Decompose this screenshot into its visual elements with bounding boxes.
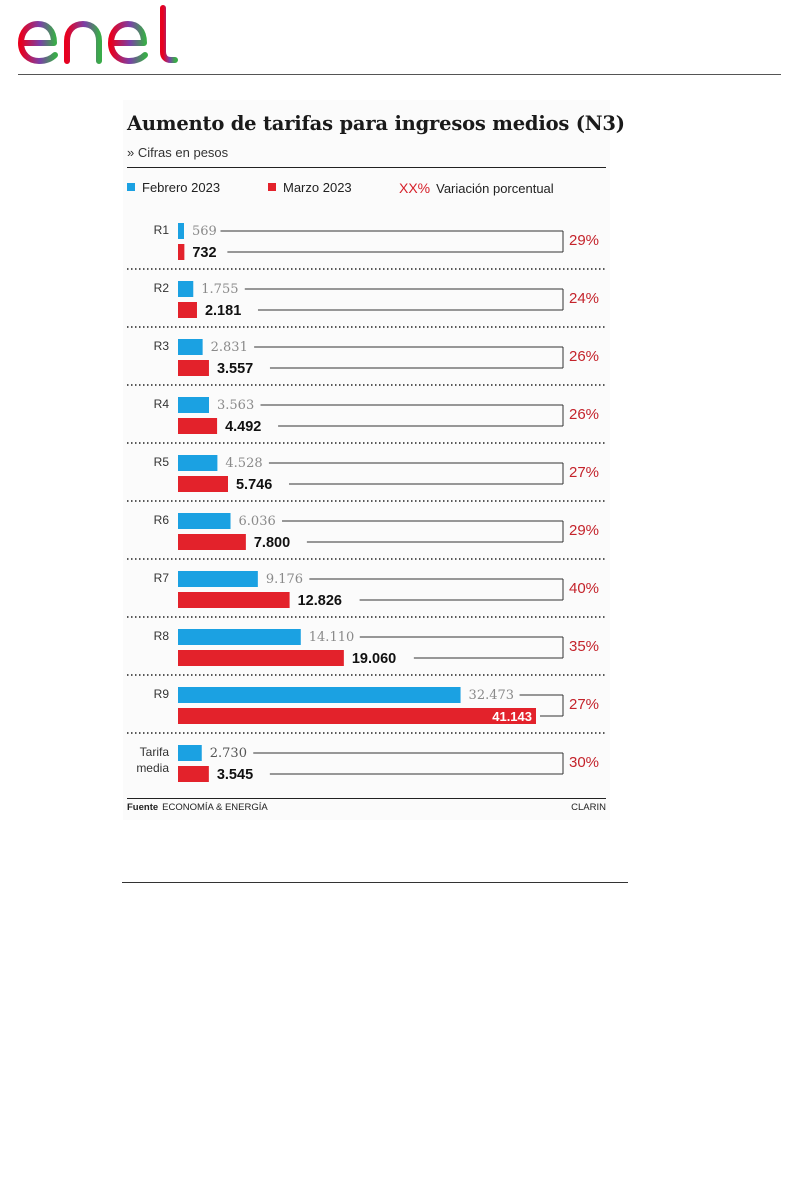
value-label-marzo: 41.143 bbox=[492, 709, 532, 724]
value-label-marzo: 3.545 bbox=[216, 767, 254, 783]
category-label: R2 bbox=[153, 281, 169, 295]
legend-xx-marker: XX% bbox=[399, 180, 431, 196]
value-label-febrero: 3.563 bbox=[217, 398, 255, 413]
source-text: ECONOMÍA & ENERGÍA bbox=[162, 802, 268, 813]
value-label-febrero: 14.110 bbox=[308, 630, 355, 645]
source-label: Fuente bbox=[127, 802, 159, 813]
credit: CLARIN bbox=[571, 802, 606, 813]
variation-label: 30% bbox=[569, 754, 600, 771]
category-label: Tarifa bbox=[139, 745, 169, 759]
enel-logo bbox=[17, 3, 182, 69]
variation-label: 40% bbox=[569, 580, 600, 597]
value-label-marzo: 4.492 bbox=[225, 419, 262, 435]
bar-marzo bbox=[178, 244, 184, 260]
value-label-febrero: 1.755 bbox=[201, 282, 239, 297]
bar-febrero bbox=[178, 571, 258, 587]
bar-marzo bbox=[178, 476, 228, 492]
variation-label: 26% bbox=[569, 406, 600, 423]
category-label: R8 bbox=[153, 629, 169, 643]
value-label-febrero: 2.831 bbox=[210, 340, 248, 355]
bar-febrero bbox=[178, 339, 203, 355]
bar-febrero bbox=[178, 629, 301, 645]
variation-label: 24% bbox=[569, 290, 600, 307]
variation-label: 29% bbox=[569, 232, 600, 249]
category-label: media bbox=[136, 761, 169, 775]
value-label-febrero: 4.528 bbox=[225, 456, 263, 471]
legend-variation-label: Variación porcentual bbox=[436, 181, 554, 196]
bar-marzo bbox=[178, 360, 209, 376]
bar-febrero bbox=[178, 513, 231, 529]
value-label-marzo: 19.060 bbox=[351, 651, 397, 667]
value-label-febrero: 9.176 bbox=[265, 572, 304, 587]
variation-label: 27% bbox=[569, 464, 600, 481]
bar-marzo bbox=[178, 534, 246, 550]
value-label-marzo: 5.746 bbox=[235, 477, 273, 493]
bar-marzo bbox=[178, 302, 197, 318]
bar-marzo bbox=[178, 766, 209, 782]
bar-febrero bbox=[178, 397, 209, 413]
category-label: R7 bbox=[153, 571, 169, 585]
value-label-febrero: 32.473 bbox=[468, 688, 515, 703]
category-label: R6 bbox=[153, 513, 169, 527]
bar-febrero bbox=[178, 223, 184, 239]
value-label-febrero: 2.730 bbox=[209, 746, 247, 761]
chart-title: Aumento de tarifas para ingresos medios (N3) bbox=[127, 112, 625, 135]
bar-marzo bbox=[178, 708, 536, 724]
source-note bbox=[127, 802, 268, 813]
value-label-marzo: 7.800 bbox=[253, 535, 291, 551]
infographic bbox=[123, 100, 625, 820]
value-label-febrero: 569 bbox=[192, 224, 217, 239]
value-label-marzo: 732 bbox=[192, 245, 217, 261]
bar-febrero bbox=[178, 281, 193, 297]
legend-mar-label: Marzo 2023 bbox=[283, 180, 352, 195]
bar-marzo bbox=[178, 418, 217, 434]
header-divider bbox=[18, 74, 781, 75]
bar-marzo bbox=[178, 592, 290, 608]
category-label: R4 bbox=[153, 397, 169, 411]
footer-divider bbox=[127, 798, 606, 799]
category-label: R5 bbox=[153, 455, 169, 469]
value-label-marzo: 2.181 bbox=[204, 303, 242, 319]
bar-febrero bbox=[178, 455, 217, 471]
bar-marzo bbox=[178, 650, 344, 666]
chart-subtitle: » Cifras en pesos bbox=[127, 145, 229, 160]
variation-label: 35% bbox=[569, 638, 600, 655]
legend-feb-label: Febrero 2023 bbox=[142, 180, 221, 195]
bottom-divider bbox=[122, 882, 628, 883]
variation-label: 27% bbox=[569, 696, 600, 713]
bar-febrero bbox=[178, 745, 202, 761]
value-label-marzo: 12.826 bbox=[297, 593, 342, 609]
value-label-marzo: 3.557 bbox=[216, 361, 254, 377]
bar-chart bbox=[123, 100, 610, 790]
category-label: R9 bbox=[153, 687, 169, 701]
variation-label: 26% bbox=[569, 348, 600, 365]
category-label: R1 bbox=[153, 223, 169, 237]
variation-label: 29% bbox=[569, 522, 600, 539]
value-label-febrero: 6.036 bbox=[238, 514, 276, 529]
category-label: R3 bbox=[153, 339, 169, 353]
bar-febrero bbox=[178, 687, 461, 703]
